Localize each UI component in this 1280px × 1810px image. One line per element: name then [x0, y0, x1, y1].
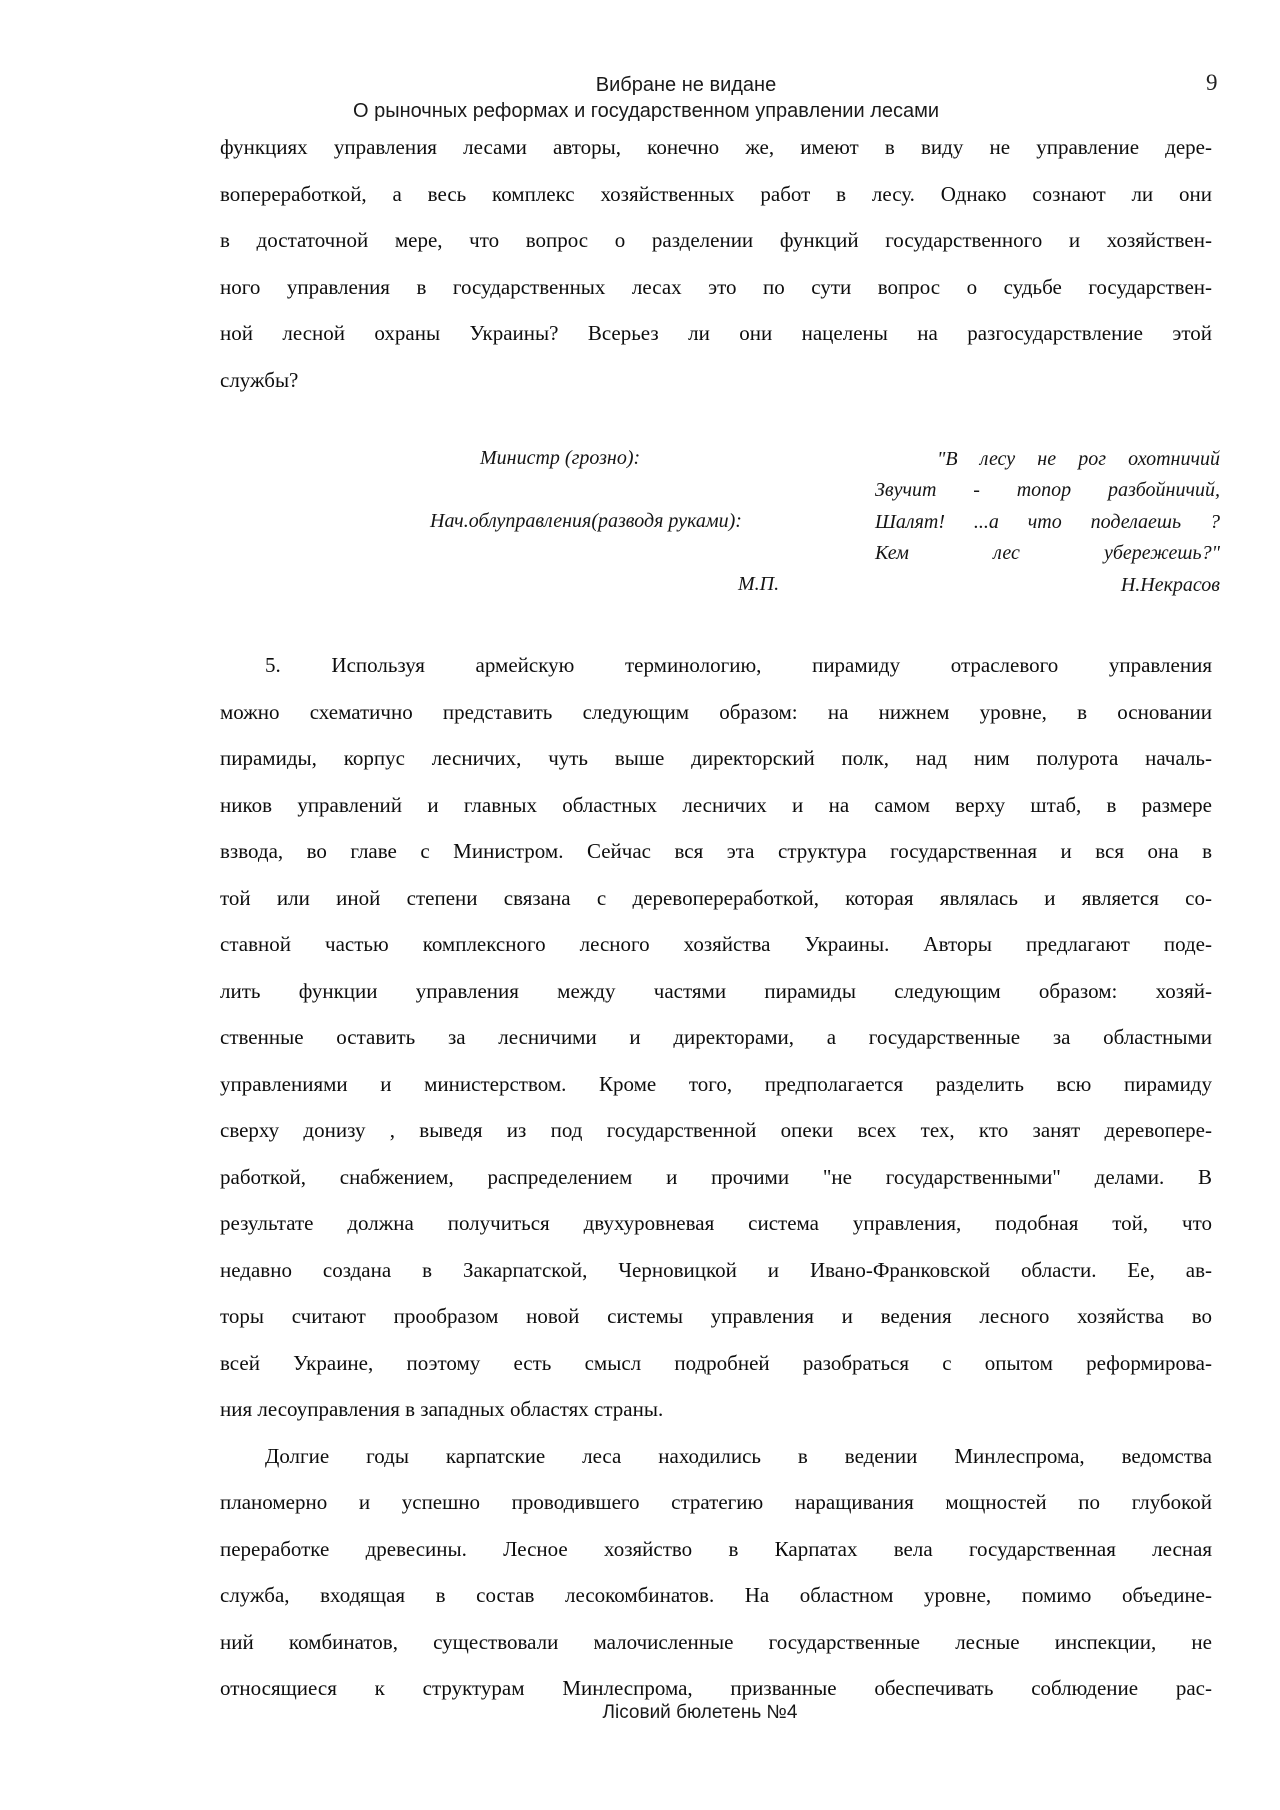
text-line: сверху донизу , выведя из под государственной опеки всех тех, кто занят деревопере-: [220, 1118, 1212, 1142]
text-line: ного управления в государственных лесах это по сути вопрос о судьбе государствен-: [220, 274, 1212, 299]
verse-line: Шалят! ...а что поделаешь ?: [875, 510, 1220, 533]
text-line: 5. Используя армейскую терминологию, пирамиду отраслевого управления: [265, 653, 1212, 677]
verse-line: Кем лес убережешь?": [875, 542, 1220, 565]
text-line: служба, входящая в состав лесокомбинатов. На областном уровне, помимо объедине-: [220, 1583, 1212, 1607]
text-line: ников управлений и главных областных лесничих и на самом верху штаб, в размере: [220, 792, 1212, 817]
text-line: ставной частью комплексного лесного хозяйства Украины. Авторы предлагают поде-: [220, 932, 1212, 956]
text-line: планомерно и успешно проводившего стратегию наращивания мощностей по глубокой: [220, 1490, 1212, 1514]
verse-line: "В лесу не рог охотничий: [937, 448, 1220, 470]
text-line: недавно создана в Закарпатской, Черновицкой и Ивано-Франковской области. Ее, ав-: [220, 1257, 1212, 1282]
page-number: 9: [1206, 70, 1218, 95]
text-line: лить функции управления между частями пирамиды следующим образом: хозяй-: [220, 978, 1212, 1003]
text-line: взвода, во главе с Министром. Сейчас вся эта структура государственная и вся она в: [220, 839, 1212, 863]
text-line: ний комбинатов, существовали малочисленные государственные лесные инспекции, не: [220, 1629, 1212, 1654]
text-line: относящиеся к структурам Минлеспрома, призванные обеспечивать соблюдение рас-: [220, 1676, 1212, 1700]
paragraph: [220, 124, 1212, 403]
dialogue-quote: [430, 447, 1220, 617]
text-line: той или иной степени связана с деревопереработкой, которая являлась и является со-: [220, 885, 1212, 910]
quote-speaker: М.П.: [738, 573, 780, 595]
quote-speaker: Нач.облуправления(разводя руками):: [430, 510, 742, 532]
text-line: функциях управления лесами авторы, конечно же, имеют в виду не управление дере-: [220, 135, 1212, 159]
text-line: работкой, снабжением, распределением и прочими "не государственными" делами. В: [220, 1164, 1212, 1189]
text-line: службы?: [220, 367, 299, 392]
text-line: переработке древесины. Лесное хозяйство в Карпатах вела государственная лесная: [220, 1536, 1212, 1561]
text-line: торы считают прообразом новой системы управления и ведения лесного хозяйства во: [220, 1304, 1212, 1328]
footer-journal-title: Лісовий бюлетень №4: [602, 1702, 798, 1723]
body-text: [220, 124, 1220, 1712]
quote-speaker: Министр (грозно):: [480, 447, 641, 469]
text-line: можно схематично представить следующим образом: на нижнем уровне, в основании: [220, 699, 1212, 724]
text-line: ной лесной охраны Украины? Всерьез ли они нацелены на разгосударствление этой: [220, 321, 1212, 345]
text-line: всей Украине, поэтому есть смысл подробней разобраться с опытом реформирова-: [220, 1350, 1212, 1375]
verse-lines: [875, 444, 1220, 601]
text-line: Долгие годы карпатские леса находились в ведении Минлеспрома, ведомства: [265, 1443, 1212, 1468]
text-line: пирамиды, корпус лесничих, чуть выше директорский полк, над ним полурота началь-: [220, 746, 1212, 770]
text-line: результате должна получиться двухуровневая система управления, подобная той, что: [220, 1211, 1212, 1235]
text-line: вопереработкой, а весь комплекс хозяйственных работ в лесу. Однако сознают ли они: [220, 181, 1212, 206]
text-line: ния лесоуправления в западных областях страны.: [220, 1397, 664, 1421]
verse-line: Звучит - топор разбойничий,: [875, 479, 1220, 502]
paragraph: [220, 1433, 1212, 1712]
article-title: О рыночных реформах и государственном управлении лесами: [352, 100, 940, 122]
running-title: Вибране не видане: [595, 74, 777, 96]
verse-author: Н.Некрасов: [1120, 573, 1220, 596]
paragraph: [220, 642, 1212, 1433]
text-line: ственные оставить за лесничими и директорами, а государственные за областными: [220, 1025, 1212, 1049]
text-line: в достаточной мере, что вопрос о разделении функций государственного и хозяйствен-: [220, 228, 1212, 252]
text-line: управлениями и министерством. Кроме того, предполагается разделить всю пирамиду: [220, 1071, 1212, 1096]
verse-quote-block: [220, 403, 1220, 642]
